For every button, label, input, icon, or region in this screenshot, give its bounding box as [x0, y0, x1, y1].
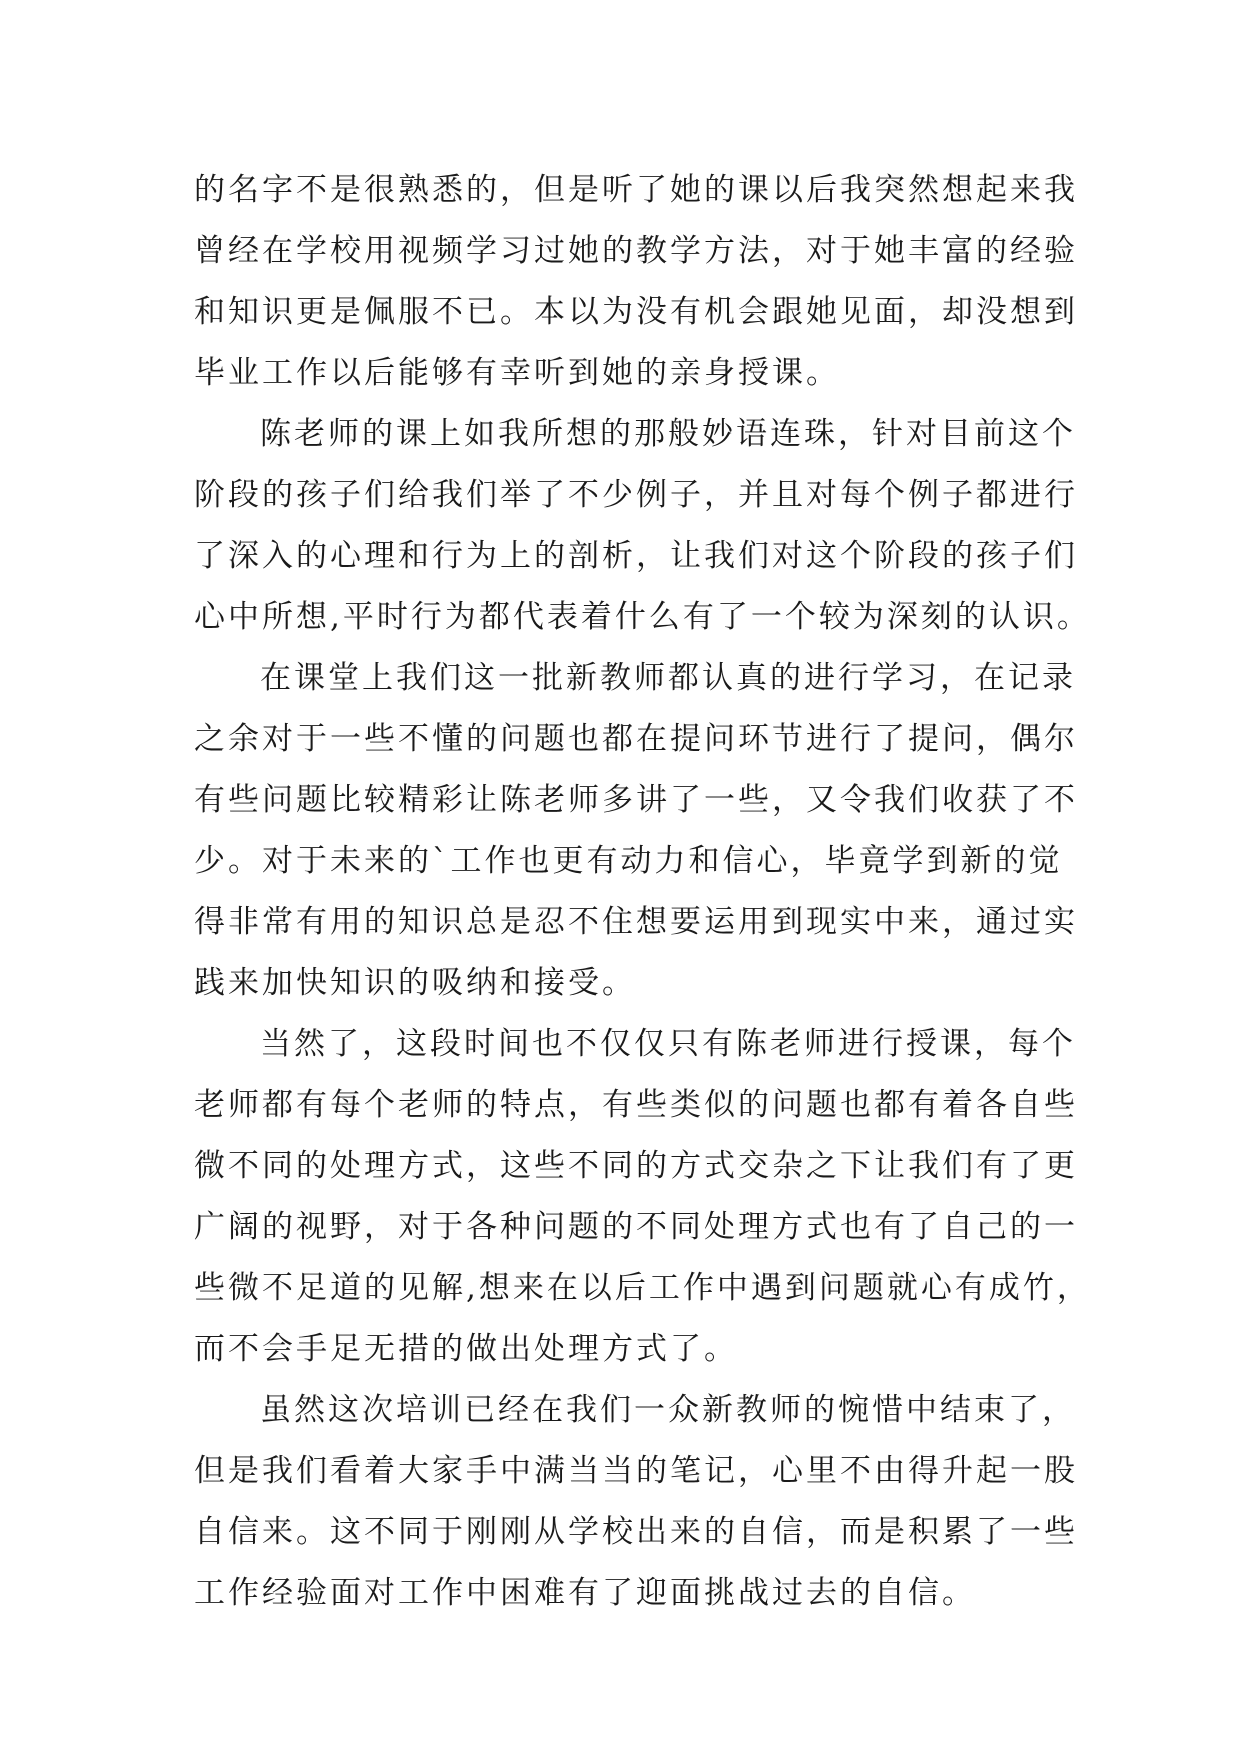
- text-line: 陈老师的课上如我所想的那般妙语连珠，针对目前这个: [260, 416, 1076, 452]
- paragraph-4: [194, 1014, 1091, 1380]
- text-line: 自信来。这不同于刚刚从学校出来的自信，而是积累了一些: [194, 1514, 1078, 1550]
- paragraph-2: [194, 404, 1091, 648]
- text-line: 曾经在学校用视频学习过她的教学方法，对于她丰富的经验: [194, 233, 1078, 269]
- text-line: 的名字不是很熟悉的，但是听了她的课以后我突然想起来我: [194, 172, 1078, 208]
- paragraph-1: [194, 160, 1078, 404]
- text-line: 微不同的处理方式，这些不同的方式交杂之下让我们有了更: [194, 1148, 1078, 1184]
- paragraph-5: [194, 1380, 1078, 1624]
- text-line: 当然了，这段时间也不仅仅只有陈老师进行授课，每个: [260, 1026, 1076, 1062]
- text-line: 老师都有每个老师的特点，有些类似的问题也都有着各自些: [194, 1087, 1078, 1123]
- text-line: 之余对于一些不懂的问题也都在提问环节进行了提问，偶尔: [194, 721, 1078, 757]
- text-line: 而不会手足无措的做出处理方式了。: [194, 1331, 738, 1367]
- text-line: 和知识更是佩服不已。本以为没有机会跟她见面，却没想到: [194, 294, 1078, 330]
- text-line: 践来加快知识的吸纳和接受。: [194, 965, 636, 1001]
- paragraph-3: [194, 648, 1078, 1014]
- text-line: 有些问题比较精彩让陈老师多讲了一些，又令我们收获了不: [194, 782, 1078, 818]
- text-line: 毕业工作以后能够有幸听到她的亲身授课。: [194, 355, 840, 391]
- text-line: 心中所想,平时行为都代表着什么有了一个较为深刻的认识。: [194, 599, 1091, 635]
- text-line: 阶段的孩子们给我们举了不少例子，并且对每个例子都进行: [194, 477, 1078, 513]
- text-line: 些微不足道的见解,想来在以后工作中遇到问题就心有成竹，: [194, 1270, 1091, 1306]
- text-line: 但是我们看着大家手中满当当的笔记，心里不由得升起一股: [194, 1453, 1078, 1489]
- text-line: 少。对于未来的`工作也更有动力和信心，毕竟学到新的觉: [194, 843, 1063, 879]
- body-text: [194, 160, 1091, 1624]
- text-line: 在课堂上我们这一批新教师都认真的进行学习，在记录: [260, 660, 1076, 696]
- text-line: 虽然这次培训已经在我们一众新教师的惋惜中结束了，: [260, 1392, 1076, 1428]
- text-line: 了深入的心理和行为上的剖析，让我们对这个阶段的孩子们: [194, 538, 1078, 574]
- text-line: 得非常有用的知识总是忍不住想要运用到现实中来，通过实: [194, 904, 1078, 940]
- text-line: 广阔的视野，对于各种问题的不同处理方式也有了自己的一: [194, 1209, 1078, 1245]
- text-line: 工作经验面对工作中困难有了迎面挑战过去的自信。: [194, 1575, 976, 1611]
